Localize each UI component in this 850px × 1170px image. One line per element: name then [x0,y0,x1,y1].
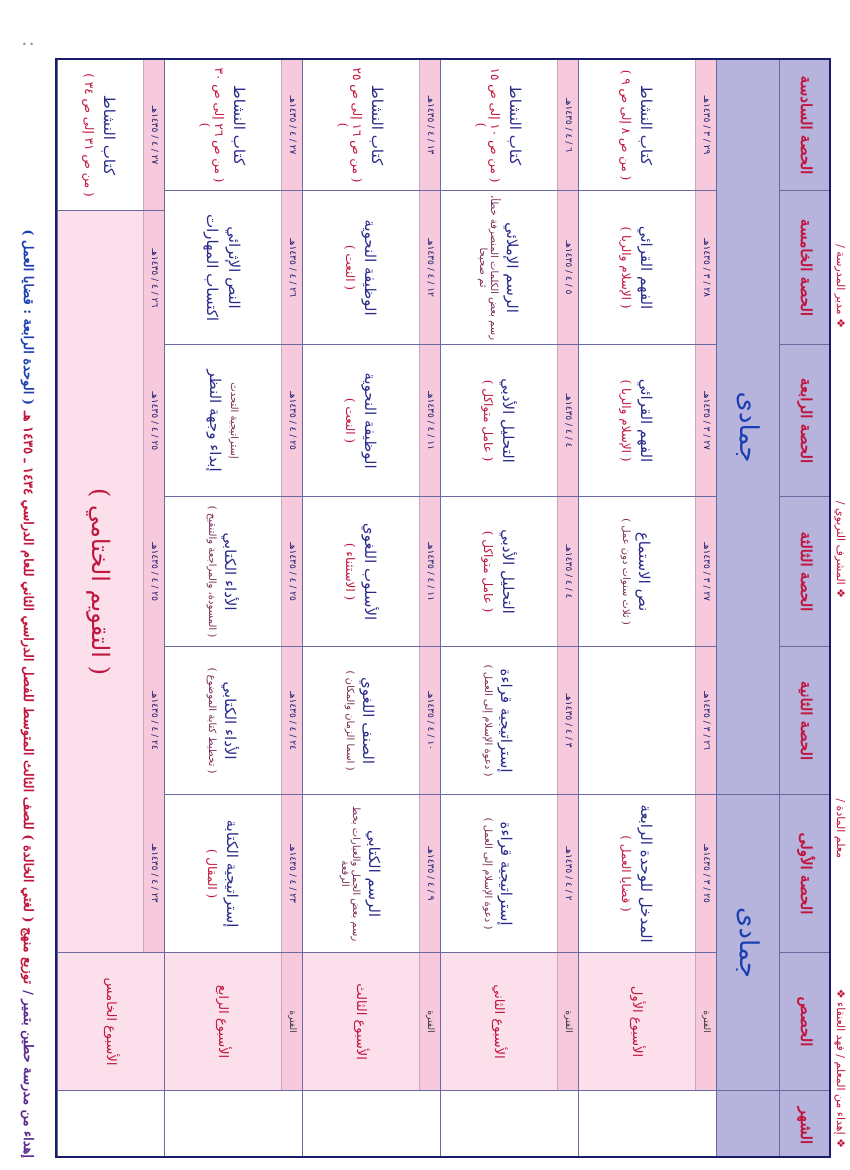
footer-principal: ❖ مدير المدرسة / [834,244,847,328]
lesson-date: ٢٧ / ٤ / ١٤٣٥هـ [281,60,302,190]
lesson-title: كتاب النشاط [506,84,524,166]
lesson-date: ١١ / ٤ / ١٤٣٥هـ [419,345,440,496]
lesson-cell [441,190,578,344]
title-main: توزيع منهج ( لغتي الخالدة ) للصف الثالث المتوسط للفصل الدراسي الثاني للعام الدراسي ١٤٣٤ ـ ١٤٣٥ هـ [20,411,35,985]
lesson-date: ١٢ / ٤ / ١٤٣٥هـ [419,191,440,344]
lesson-subtitle: ( النعت ) [343,244,357,291]
lesson-cell [58,60,164,210]
header-p5: الحصة الخامسة [780,190,831,344]
lesson-title: كتاب النشاط [637,84,655,166]
lesson-title: الأداء الكتابي [221,681,240,760]
lesson-date: ١١ / ٤ / ١٤٣٥هـ [419,497,440,646]
title-line [0,58,55,1158]
lesson-subtitle: ( من ص ٢٦ إلى ص ٣٠ ) [198,67,226,183]
lesson-subtitle: ( من ص ٨ إلى ص ٩ ) [619,69,633,181]
schedule-frame [55,58,831,1158]
lesson-title: كتاب النشاط [100,94,119,176]
week-label: الأسبوع الثالث [353,983,369,1060]
lesson-date: ٣ / ٤ / ١٤٣٥هـ [557,647,578,794]
month-side-cell [303,1090,440,1158]
month-script-right: جمادى [733,391,763,463]
lesson-note: ( تخطيط كتابة الموضوع ) [206,667,218,774]
lesson-title: الأسلوب اللغوي [361,522,379,621]
lesson-date: ٢ / ٤ / ١٤٣٥هـ [557,795,578,952]
lesson-date: ٢٥ / ٤ / ١٤٣٥هـ [143,345,164,497]
lesson-cell [165,794,302,952]
footer-supervisor: ❖ المشرف التربوي / [834,500,847,598]
week-row-3 [302,60,440,1158]
week-label-cell [303,952,440,1090]
lesson-cell [303,794,440,952]
lesson-note: رسم بعض الجمل والعبارات بخط الرقعة [339,805,361,942]
final-assessment-cell [58,210,164,952]
lesson-date: ٢٤ / ٤ / ١٤٣٥هـ [281,647,302,794]
lesson-title: الصنف اللغوي [359,677,378,764]
title-unit: ( الوحدة الرابعة : قضايا العمل ) [20,229,35,405]
final-assessment-label: ( التقويم الختامي ) [86,488,115,675]
lesson-cell [441,60,578,190]
lesson-cell [579,60,716,190]
lesson-date: ٢٣ / ٤ / ١٤٣٥هـ [281,795,302,952]
lesson-title: إستراتيجية قراءة [497,821,516,926]
lesson-date: ٢٥ / ٤ / ١٤٣٥هـ [143,497,164,647]
fatra-label: الفترة [281,953,302,1090]
lesson-cell [165,344,302,496]
lesson-title: التحليل الأدبي [499,378,517,463]
header-p6: الحصة السادسة [797,75,816,175]
month-side-cell [579,1090,716,1158]
lesson-date: ٢٩ / ٣ / ١٤٣٥هـ [695,60,716,190]
lesson-subtitle: ( عامل متواكل ) [481,379,495,462]
fatra-label: الفترة [557,953,578,1090]
header-p2: الحصة الثانية [780,646,831,794]
week-row-4 [164,60,302,1158]
lesson-cell [303,496,440,646]
schedule-table [57,60,831,1158]
fatra-label: الفترة [419,953,440,1090]
footer-line [831,58,850,1158]
footer-gift: ❖ إهداء من المعلم / فهد العنقاء ❖ [834,988,847,1148]
lesson-note: ( المسودة، والمراجعة والتنقيح ) [206,505,218,638]
month-col-cell [717,1090,779,1158]
lesson-date: ٤ / ٤ / ١٤٣٥هـ [557,497,578,646]
lesson-date: ٢٤ / ٤ / ١٤٣٥هـ [143,646,164,794]
lesson-date: ٢٥ / ٤ / ١٤٣٥هـ [281,345,302,496]
month-side-cell [441,1090,578,1158]
lesson-date: ٥ / ٤ / ١٤٣٥هـ [557,191,578,344]
lesson-title: إستراتيجية الكتابة [223,819,241,928]
lesson-note: اكتساب المهارات [203,213,221,322]
lesson-title: الفهم القرائي [637,225,655,310]
lesson-title: الفهم القرائي [637,378,655,463]
month-name-right [717,60,779,794]
lesson-note: ( ثلاث سنوات دون عمل ) [620,518,632,625]
lesson-cell [165,496,302,646]
lesson-cell [579,190,716,344]
lesson-cell [303,646,440,794]
lesson-subtitle: ( الإسلام والربا ) [619,379,633,462]
lesson-title: الأداء الكتابي [221,532,240,611]
lesson-cell [441,496,578,646]
lesson-date: ١٠ / ٤ / ١٤٣٥هـ [419,647,440,794]
lesson-cell [441,344,578,496]
lesson-note: إبداء وجهة النظر [206,369,225,472]
page-marker: • • [22,40,34,49]
fatra-label: الفترة [695,953,716,1090]
lesson-cell [579,344,716,496]
lesson-subtitle: ( من ص ١٦ إلى ص ٢٥ ) [336,67,364,183]
header-month: الشهر [780,1090,831,1158]
lesson-cell [441,794,578,952]
lesson-title: كتاب النشاط [368,84,386,166]
header-p4: الحصة الرابعة [780,344,831,496]
lesson-note: ( دعوة الإسلام إلى العمل ) [482,817,494,930]
lesson-title: التحليل الأدبي [499,529,517,614]
month-name-left [717,794,779,1090]
lesson-cell [579,646,716,794]
month-script-left: جمادى [733,907,763,978]
final-dates-row [143,211,164,952]
lesson-date: ٢٣ / ٤ / ١٤٣٥هـ [143,794,164,952]
lesson-note: ( دعوة الإسلام إلى العمل ) [482,664,494,777]
week-label-cell [58,952,164,1090]
week-label: الأسبوع الثاني [491,984,507,1059]
lesson-title: الوظيفة النحوية [361,372,379,469]
week-row-5 [57,60,164,1158]
lesson-note: رسم بعض الكلمات المنصرفة خطأ، ثم صحيحا [477,195,499,340]
lesson-cell [165,60,302,190]
week-label-cell [165,952,302,1090]
lesson-cell [579,794,716,952]
lesson-date: ٩ / ٤ / ١٤٣٥هـ [419,795,440,952]
lesson-title: الرسم الكتابي [365,829,383,918]
lesson-title: النص الإثرائي [225,226,243,309]
footer-teacher: معلم المادة / [834,798,847,858]
lesson-subtitle: ( النعت ) [343,397,357,444]
final-text-wrap [58,488,143,675]
lesson-subtitle: ( من ص ١٠ إلى ص ١٥ ) [474,67,502,183]
lesson-date: ٢٨ / ٣ / ١٤٣٥هـ [695,191,716,344]
lesson-title: الرسم الإملائي [503,222,521,313]
lesson-title: نص الاستماع [635,531,654,612]
lesson-cell [303,190,440,344]
lesson-title: إستراتيجية التحدث [228,382,240,459]
week-label-cell [441,952,578,1090]
month-row [716,60,779,1158]
lesson-title: المدخل للوحدة الرابعة [637,804,655,943]
lesson-date: ٢٦ / ٣ / ١٤٣٥هـ [695,647,716,794]
week-label-cell [579,952,716,1090]
lesson-date: ٢٥ / ٤ / ١٤٣٥هـ [281,497,302,646]
lesson-date: ٢٦ / ٤ / ١٤٣٥هـ [143,211,164,345]
header-p1: الحصة الأولى [780,794,831,952]
title-prefix: إهداء من مدرسة حطين بتمير / [20,990,35,1158]
lesson-subtitle: ( عامل متواكل ) [481,530,495,613]
lesson-date: ٢٧ / ٣ / ١٤٣٥هـ [695,497,716,646]
lesson-title: الوظيفة النحوية [361,219,379,316]
header-p3: الحصة الثالثة [780,496,831,646]
lesson-subtitle: ( من ص ٣١ إلى ص ٣٤ ) [82,73,97,197]
lesson-cell [165,190,302,344]
lesson-cell [441,646,578,794]
week-row-1 [578,60,716,1158]
lesson-cell [303,344,440,496]
lesson-note: ( اسما الزمان والمكان ) [344,670,356,771]
lesson-date: ٦ / ٤ / ١٤٣٥هـ [557,60,578,190]
lesson-title: كتاب النشاط [230,84,248,166]
lesson-date: ٤ / ٤ / ١٤٣٥هـ [557,345,578,496]
week-row-2 [440,60,578,1158]
lesson-date: ٢٧ / ٣ / ١٤٣٥هـ [695,345,716,496]
lesson-subtitle: ( الإسلام والربا ) [619,226,633,309]
footer-band [831,58,850,1158]
lesson-date: ٢٧ / ٤ / ١٤٣٥هـ [143,60,164,210]
lesson-cell [579,496,716,646]
month-side-cell [165,1090,302,1158]
title-band [0,58,55,1158]
lesson-date: ٢٦ / ٤ / ١٤٣٥هـ [281,191,302,344]
week-label: الأسبوع الخامس [103,977,119,1066]
header-periods: الحصص [780,952,831,1090]
lesson-subtitle: ( الاستثناء ) [343,542,357,601]
header-row [779,60,831,1158]
lesson-date: ١٣ / ٤ / ١٤٣٥هـ [419,60,440,190]
lesson-cell [165,646,302,794]
week-label: الأسبوع الرابع [215,984,231,1059]
lesson-title: إستراتيجية قراءة [497,668,516,773]
lesson-subtitle: ( المقال ) [205,848,219,899]
lesson-date: ٢٥ / ٣ / ١٤٣٥هـ [695,795,716,952]
lesson-cell [303,60,440,190]
month-side-cell [58,1090,164,1158]
week-label: الأسبوع الأول [629,985,645,1058]
lesson-subtitle: ( قضايا العمل ) [619,835,633,912]
